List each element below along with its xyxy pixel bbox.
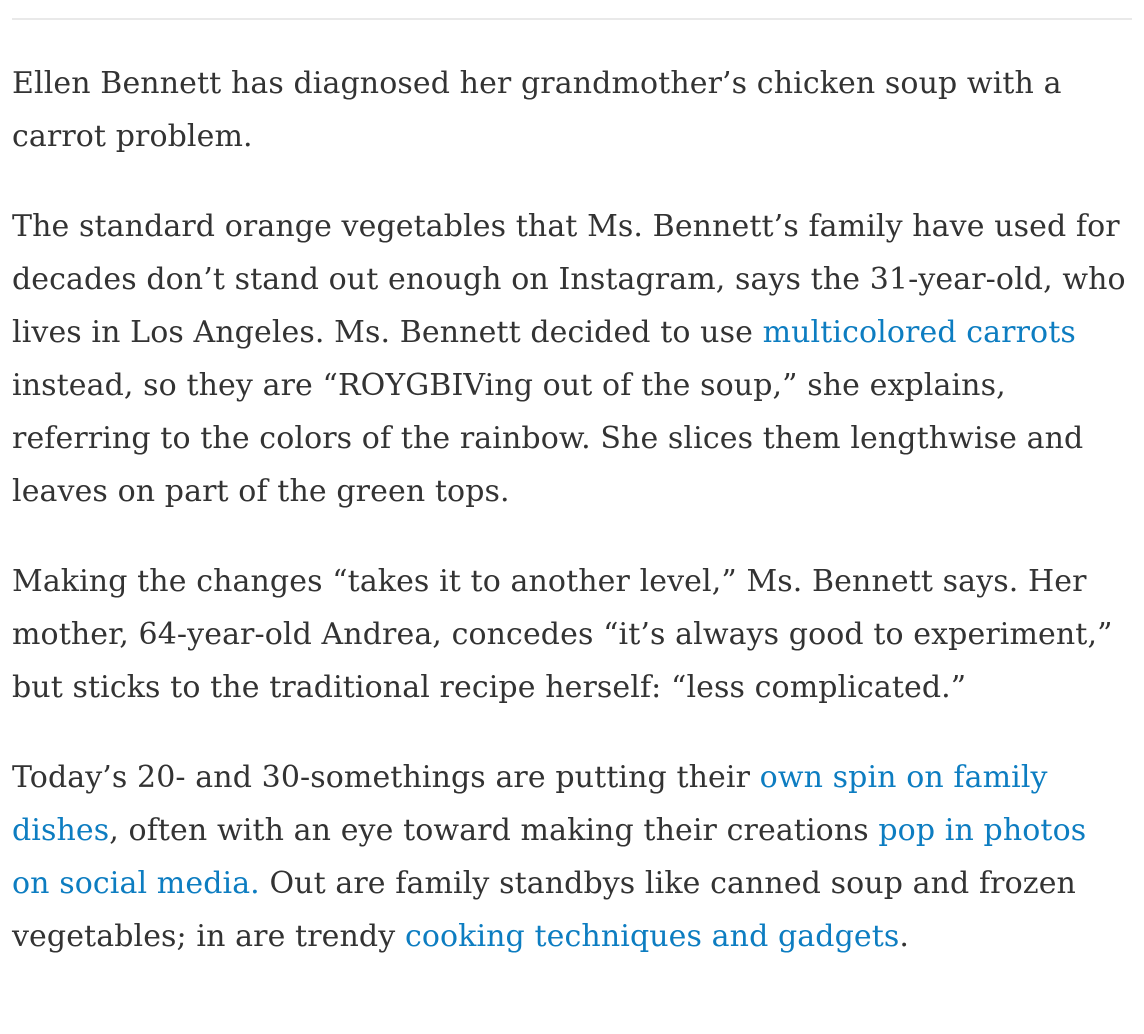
paragraph-text: The standard orange vegetables that Ms. Bennett’s family have used for decades don’t stand out enough on Instagram, says the 31-year-old, who lives in Los Angeles. Ms. Bennett decided to use — [12, 209, 1126, 350]
paragraph-text: Making the changes “takes it to another level,” Ms. Bennett says. Her mother, 64-year-old Andrea, concedes “it’s always good to experiment,” but sticks to the traditional recipe herself: “less complicated.” — [12, 564, 1113, 705]
paragraph-text: instead, so they are “ROYGBIVing out of the soup,” she explains, referring to the colors of the rainbow. She slices them lengthwise and leaves on part of the green tops. — [12, 368, 1084, 509]
paragraph-text: Today’s 20- and 30-somethings are putting their — [12, 760, 760, 795]
paragraph-text: Ellen Bennett has diagnosed her grandmother’s chicken soup with a carrot problem. — [12, 66, 1062, 154]
top-divider — [12, 18, 1132, 20]
inline-link[interactable]: multicolored carrots — [762, 315, 1076, 350]
paragraph-text: , often with an eye toward making their creations — [109, 813, 879, 848]
article-paragraph — [12, 200, 1132, 518]
article-paragraph — [12, 555, 1132, 714]
inline-link[interactable]: own spin on family dishes — [12, 760, 1048, 848]
paragraph-text: Out are family standbys like canned soup and frozen vegetables; in are trendy — [12, 866, 1076, 954]
article-body — [0, 57, 1144, 963]
inline-link[interactable]: cooking techniques and gadgets — [404, 919, 900, 954]
article-paragraph — [12, 751, 1132, 963]
paragraph-text: . — [899, 919, 910, 954]
inline-link[interactable]: pop in photos on social media. — [12, 813, 1087, 901]
article-page — [0, 18, 1144, 963]
article-paragraph — [12, 57, 1132, 163]
